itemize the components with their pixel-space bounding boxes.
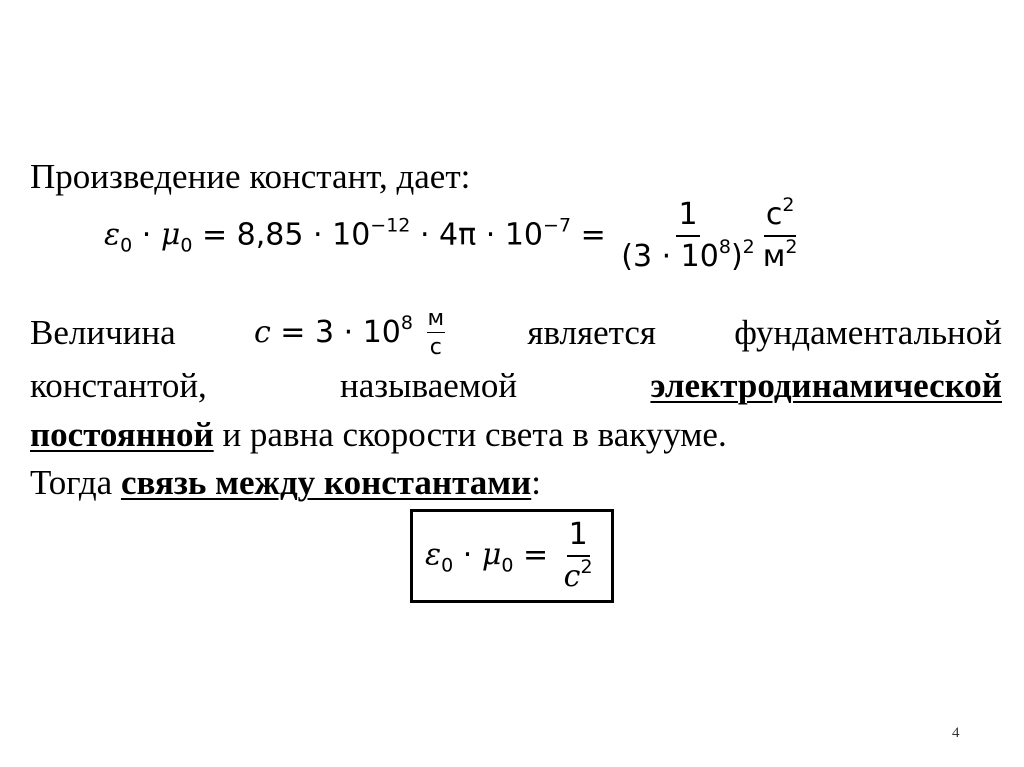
word-fundamentalnoy: фундаментальной [734, 313, 1002, 352]
word-nazyvaemoy: называемой [340, 366, 518, 405]
paragraph-line-2 [30, 306, 1002, 360]
line-5-prefix: Тогда [30, 463, 121, 502]
line-4-text: и равна скорости света в вакууме. [213, 415, 727, 454]
equation-product-constants: $\varepsilon_0 \cdot \mu_0 = 8,85 \cdot 10^{-12} \cdot 4\pi \cdot 10^{-7}$ = $\frac{1}{(3 \cdot 10^8)^2}$ $\frac{с^2}{м^2}$ [104, 194, 798, 274]
fraction-units-s2-per-m2: $\frac{с^2}{м^2}$ [762, 194, 798, 274]
paragraph-line-3 [30, 365, 1002, 407]
boxed-equation-relation: $\varepsilon_0 \cdot \mu_0$ = $\frac{1}{c^2}$ [410, 509, 614, 603]
word-konstantoy: константой, [30, 366, 207, 405]
line-5-suffix: : [531, 463, 541, 502]
intro-text: Произведение констант, дает: [30, 157, 471, 196]
fraction-one-over-c-squared-numeric: $\frac{1}{(3 \cdot 10^8)^2}$ [621, 197, 755, 274]
word-velichina: Величина [30, 313, 176, 352]
paragraph-line-5 [30, 463, 541, 503]
term-constant: постоянной [30, 415, 214, 454]
paragraph-line-4 [30, 415, 727, 455]
page-number: 4 [952, 725, 960, 741]
word-yavlyaetsya: является [527, 313, 656, 352]
fraction-one-over-c-squared: $\frac{1}{c^2}$ [563, 517, 593, 594]
term-electrodynamic: электродинамической [650, 366, 1002, 405]
inline-equation-speed-of-light: $c = 3 \cdot 10^8$ $\frac{м}{с}$ [253, 305, 445, 360]
term-relation-between-constants: связь между константами [120, 463, 532, 502]
